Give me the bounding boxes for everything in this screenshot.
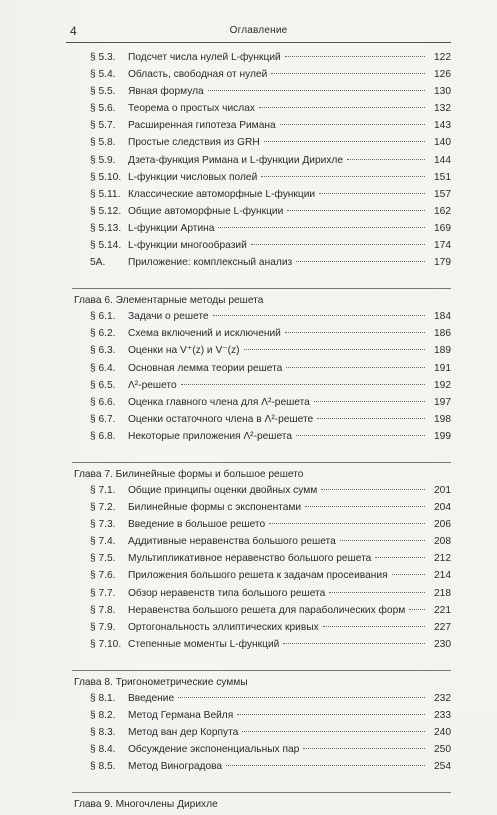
section-number: § 8.2. bbox=[90, 710, 116, 721]
section-number: § 7.5. bbox=[90, 553, 116, 565]
page-ref: 212 bbox=[434, 553, 451, 565]
section-title: Дзета-функция Римана и L-функции Дирихле bbox=[128, 154, 344, 166]
dot-leader bbox=[287, 210, 425, 211]
chapter-title: Глава 9. Многочлены Дирихле bbox=[74, 799, 218, 811]
page-ref: 199 bbox=[434, 430, 451, 442]
toc-entry bbox=[72, 639, 451, 656]
dot-leader bbox=[237, 714, 425, 715]
section-title: Неравенства большого решета для параболических форм bbox=[128, 604, 406, 616]
dot-leader bbox=[285, 56, 425, 57]
section-number: § 5.7. bbox=[90, 120, 116, 132]
section-title: Оценка главного члена для Λ²-решета bbox=[128, 396, 310, 408]
dot-leader bbox=[319, 193, 425, 194]
section-title: Метод Виноградова bbox=[128, 761, 223, 773]
section-title: Задачи о решете bbox=[128, 311, 209, 323]
dot-leader bbox=[181, 384, 425, 385]
section-number: § 7.8. bbox=[90, 604, 116, 616]
toc-entry bbox=[72, 431, 451, 448]
dot-leader bbox=[347, 159, 425, 160]
section-title: Оценки остаточного члена в Λ²-решете bbox=[128, 413, 314, 425]
dot-leader bbox=[286, 367, 425, 368]
section-number: § 8.5. bbox=[90, 761, 116, 773]
dot-leader bbox=[280, 124, 425, 125]
toc-entry bbox=[72, 311, 451, 328]
section-title: Λ²-решето bbox=[128, 379, 177, 391]
section-title: Расширенная гипотеза Римана bbox=[128, 120, 276, 132]
chapter-heading bbox=[72, 677, 451, 693]
section-number: § 6.7. bbox=[90, 413, 116, 425]
dot-leader bbox=[226, 765, 425, 766]
running-header bbox=[66, 24, 451, 43]
section-title: Обзор неравенств типа большого решета bbox=[128, 587, 326, 599]
page-ref: 140 bbox=[434, 137, 451, 149]
dot-leader bbox=[375, 557, 425, 558]
dot-leader bbox=[340, 540, 425, 541]
section-title: L-функции числовых полей bbox=[128, 171, 258, 183]
section-title: Схема включений и исключений bbox=[128, 328, 281, 340]
section-title: Приложение: комплексный анализ bbox=[128, 257, 293, 269]
section-title: Область, свободная от нулей bbox=[128, 69, 268, 81]
toc-entry bbox=[72, 328, 451, 345]
dot-leader bbox=[409, 609, 425, 610]
dot-leader bbox=[323, 626, 425, 627]
section-title: Явная формула bbox=[128, 86, 204, 98]
toc-entry bbox=[72, 605, 451, 622]
header-title: Оглавление bbox=[229, 25, 288, 36]
section-title: Ортогональность эллиптических кривых bbox=[128, 621, 319, 633]
toc-entry bbox=[72, 519, 451, 536]
table-of-contents bbox=[72, 52, 451, 815]
toc-entry bbox=[72, 553, 451, 570]
toc-entry bbox=[72, 727, 451, 744]
page-ref: 174 bbox=[434, 240, 451, 252]
chapter-divider bbox=[72, 288, 451, 289]
chapter-title: Глава 7. Билинейные формы и большое решето bbox=[74, 468, 304, 480]
page-ref: 201 bbox=[434, 484, 451, 496]
section-title: Подсчет числа нулей L-функций bbox=[128, 52, 281, 63]
dot-leader bbox=[271, 73, 425, 74]
toc-entry bbox=[72, 120, 451, 137]
dot-leader bbox=[264, 141, 425, 142]
toc-entry bbox=[72, 380, 451, 397]
section-number: § 6.3. bbox=[90, 345, 116, 357]
section-number: § 5.6. bbox=[90, 103, 116, 115]
page-ref: 227 bbox=[434, 621, 451, 633]
dot-leader bbox=[303, 748, 425, 749]
page-ref: 179 bbox=[434, 257, 451, 269]
page-ref: 232 bbox=[434, 692, 451, 704]
dot-leader bbox=[218, 227, 425, 228]
section-title: Введение в большое решето bbox=[128, 519, 266, 531]
page-ref: 143 bbox=[434, 120, 451, 132]
toc-entry bbox=[72, 345, 451, 362]
dot-leader bbox=[283, 643, 425, 644]
section-number: 5A. bbox=[90, 257, 106, 269]
page-ref: 218 bbox=[434, 587, 451, 599]
page-ref: 206 bbox=[434, 519, 451, 531]
page-ref: 184 bbox=[434, 311, 451, 323]
section-title: Общие принципы оценки двойных сумм bbox=[128, 484, 318, 496]
page-ref: 126 bbox=[434, 69, 451, 81]
section-title: Основная лемма теории решета bbox=[128, 362, 283, 374]
dot-leader bbox=[259, 107, 425, 108]
section-title: Некоторые приложения Λ²-решета bbox=[128, 430, 293, 442]
chapter-divider bbox=[72, 462, 451, 463]
page-ref: 186 bbox=[434, 328, 451, 340]
toc-entry bbox=[72, 206, 451, 223]
section-title: Общие автоморфные L-функции bbox=[128, 205, 284, 217]
section-title: Введение bbox=[128, 692, 175, 704]
section-title: Аддитивные неравенства большого решета bbox=[128, 536, 336, 548]
dot-leader bbox=[329, 592, 425, 593]
toc-entry bbox=[72, 485, 451, 502]
section-title: L-функции Артина bbox=[128, 222, 215, 234]
toc-entry bbox=[72, 744, 451, 761]
section-number: § 5.11. bbox=[90, 188, 121, 200]
section-number: § 7.10. bbox=[90, 638, 122, 650]
toc-entry bbox=[72, 52, 451, 69]
chapter-heading bbox=[72, 799, 451, 815]
section-number: § 5.3. bbox=[90, 52, 116, 63]
section-number: § 6.5. bbox=[90, 379, 116, 391]
toc-entry bbox=[72, 502, 451, 519]
dot-leader bbox=[296, 435, 425, 436]
section-number: § 5.10. bbox=[90, 171, 122, 183]
dot-leader bbox=[213, 315, 425, 316]
chapter-title: Глава 6. Элементарные методы решета bbox=[74, 295, 264, 307]
section-title: Метод Германа Вейля bbox=[128, 710, 234, 721]
section-number: § 6.1. bbox=[90, 311, 116, 323]
section-number: § 8.3. bbox=[90, 727, 116, 739]
section-number: § 8.1. bbox=[90, 692, 116, 704]
chapter-title: Глава 8. Тригонометрические суммы bbox=[74, 676, 248, 688]
dot-leader bbox=[261, 176, 425, 177]
chapter-heading bbox=[72, 295, 451, 311]
chapter-divider bbox=[72, 670, 451, 671]
section-title: Билинейные формы с экспонентами bbox=[128, 502, 302, 514]
section-number: § 6.2. bbox=[90, 328, 116, 340]
page-ref: 144 bbox=[434, 154, 451, 166]
page-ref: 197 bbox=[434, 396, 451, 408]
page-ref: 169 bbox=[434, 222, 451, 234]
dot-leader bbox=[285, 332, 425, 333]
toc-entry bbox=[72, 69, 451, 86]
chapter-divider bbox=[72, 792, 451, 793]
section-number: § 5.9. bbox=[90, 154, 116, 166]
page-ref: 162 bbox=[434, 205, 451, 217]
dot-leader bbox=[392, 574, 425, 575]
dot-leader bbox=[251, 244, 425, 245]
toc-entry bbox=[72, 363, 451, 380]
dot-leader bbox=[321, 489, 425, 490]
page-ref: 208 bbox=[434, 536, 451, 548]
toc-entry bbox=[72, 570, 451, 587]
section-number: § 7.1. bbox=[90, 484, 116, 496]
page-ref: 191 bbox=[434, 362, 451, 374]
section-number: § 6.8. bbox=[90, 430, 116, 442]
section-number: § 5.13. bbox=[90, 222, 122, 234]
toc-entry bbox=[72, 240, 451, 257]
toc-entry bbox=[72, 223, 451, 240]
page-ref: 214 bbox=[434, 570, 451, 582]
section-number: § 6.4. bbox=[90, 362, 116, 374]
section-title: Метод ван дер Корпута bbox=[128, 727, 239, 739]
page-ref: 130 bbox=[434, 86, 451, 98]
section-number: § 5.12. bbox=[90, 205, 122, 217]
page-ref: 254 bbox=[434, 761, 451, 773]
toc-entry bbox=[72, 137, 451, 154]
section-title: Оценки на V⁺(z) и V⁻(z) bbox=[128, 345, 240, 357]
section-number: § 7.9. bbox=[90, 621, 116, 633]
dot-leader bbox=[269, 523, 425, 524]
toc-entry bbox=[72, 397, 451, 414]
chapter-heading bbox=[72, 469, 451, 485]
section-number: § 6.6. bbox=[90, 396, 116, 408]
dot-leader bbox=[305, 506, 425, 507]
page-ref: 132 bbox=[434, 103, 451, 115]
section-number: § 7.7. bbox=[90, 587, 116, 599]
section-title: Классические автоморфные L-функции bbox=[128, 188, 316, 200]
page-ref: 221 bbox=[434, 604, 451, 616]
dot-leader bbox=[178, 697, 425, 698]
page-ref: 122 bbox=[434, 52, 451, 63]
toc-entry bbox=[72, 257, 451, 274]
section-title: Мультипликативное неравенство большого решета bbox=[128, 553, 372, 565]
section-number: § 7.2. bbox=[90, 502, 116, 514]
page-ref: 157 bbox=[434, 188, 451, 200]
page-number: 4 bbox=[70, 24, 77, 38]
section-title: L-функции многообразий bbox=[128, 240, 247, 252]
toc-entry bbox=[72, 172, 451, 189]
toc-entry bbox=[72, 588, 451, 605]
section-number: § 7.6. bbox=[90, 570, 116, 582]
section-number: § 5.14. bbox=[90, 240, 122, 252]
toc-entry bbox=[72, 86, 451, 103]
page-ref: 192 bbox=[434, 379, 451, 391]
dot-leader bbox=[244, 349, 426, 350]
section-title: Обсуждение экспоненциальных пар bbox=[128, 744, 300, 756]
section-number: § 5.5. bbox=[90, 86, 116, 98]
dot-leader bbox=[317, 418, 425, 419]
page-ref: 198 bbox=[434, 413, 451, 425]
toc-entry bbox=[72, 155, 451, 172]
page-ref: 230 bbox=[434, 638, 451, 650]
section-number: § 8.4. bbox=[90, 744, 116, 756]
page-ref: 240 bbox=[434, 727, 451, 739]
toc-entry bbox=[72, 761, 451, 778]
section-title: Простые следствия из GRH bbox=[128, 137, 260, 149]
section-title: Приложения большого решета к задачам просеивания bbox=[128, 570, 388, 582]
section-title: Теорема о простых числах bbox=[128, 103, 255, 115]
dot-leader bbox=[296, 261, 425, 262]
section-number: § 7.3. bbox=[90, 519, 116, 531]
dot-leader bbox=[208, 90, 425, 91]
toc-entry bbox=[72, 414, 451, 431]
section-number: § 5.4. bbox=[90, 69, 116, 81]
toc-entry bbox=[72, 536, 451, 553]
section-number: § 7.4. bbox=[90, 536, 116, 548]
toc-entry bbox=[72, 693, 451, 710]
page-ref: 151 bbox=[434, 171, 451, 183]
page-ref: 250 bbox=[434, 744, 451, 756]
toc-entry bbox=[72, 622, 451, 639]
page-ref: 189 bbox=[434, 345, 451, 357]
section-title: Степенные моменты L-функций bbox=[128, 638, 280, 650]
toc-entry bbox=[72, 103, 451, 120]
toc-entry bbox=[72, 189, 451, 206]
section-number: § 5.8. bbox=[90, 137, 116, 149]
page-ref: 233 bbox=[434, 710, 451, 721]
dot-leader bbox=[242, 731, 425, 732]
dot-leader bbox=[314, 401, 425, 402]
page-ref: 204 bbox=[434, 502, 451, 514]
